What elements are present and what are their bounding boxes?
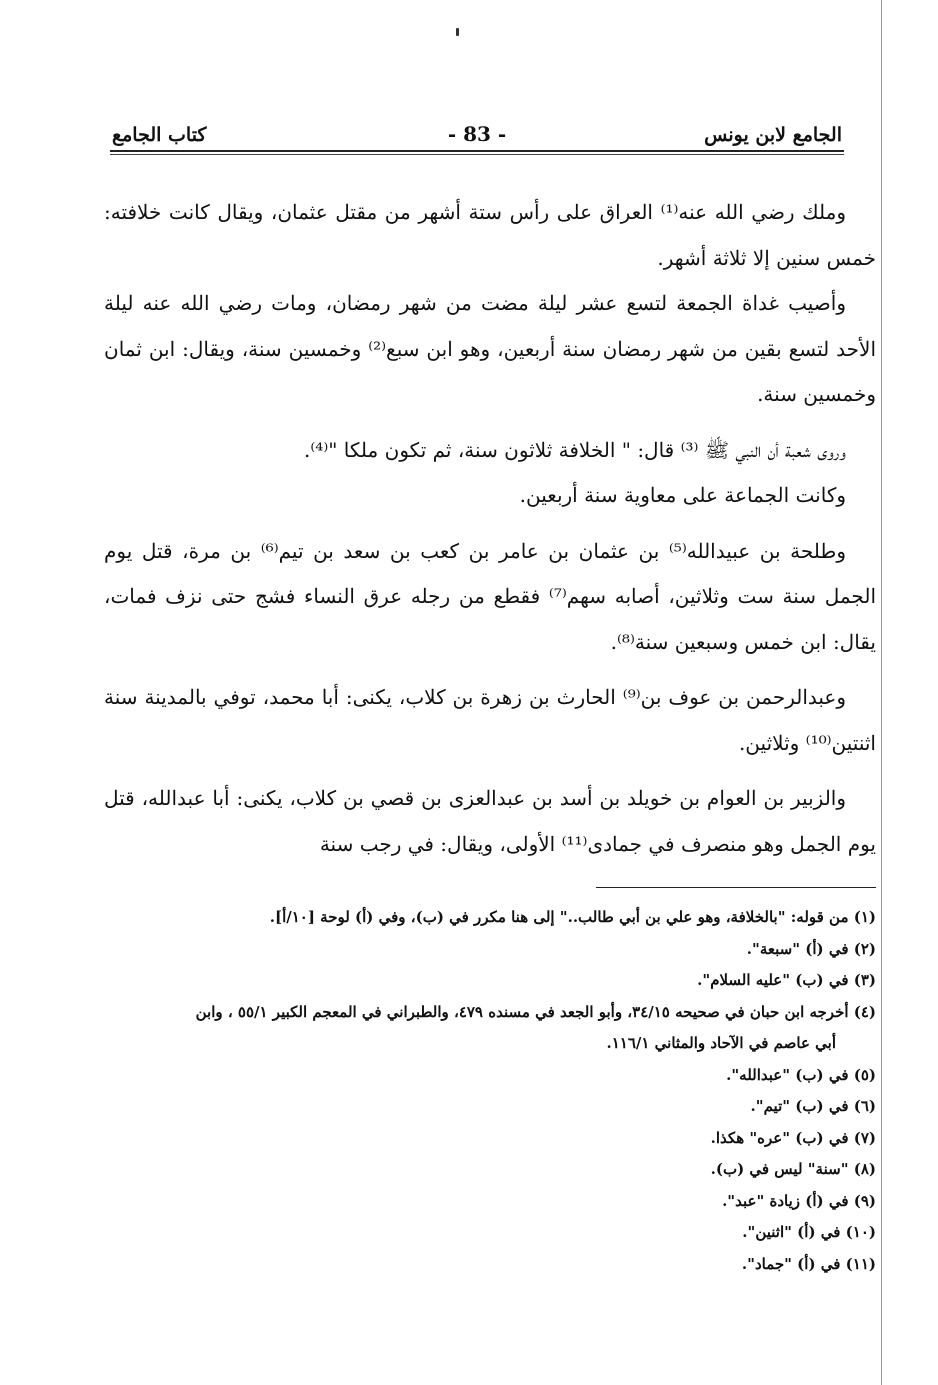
footnotes	[104, 902, 876, 1280]
footnote: (١١) في (أ) "جماد".	[741, 1254, 876, 1273]
header-book-title: الجامع لابن يونس	[704, 124, 842, 146]
paragraph: وطلحة بن عبيدالله⁽⁵⁾ بن عثمان بن عامر بن كعب بن سعد بن تيم⁽⁶⁾ بن مرة، قتل يوم الجمل سنة ست وثلاثين، أصابه سهم⁽⁷⁾ فقطع من رجله عرق النساء فشج حتى نزف فمات، يقال: ابن خمس وسبعين سنة⁽⁸⁾.	[104, 538, 876, 654]
paragraph: والزبير بن العوام بن خويلد بن أسد بن عبدالعزى بن قصي بن كلاب، يكنى: أبا عبدالله، قتل يوم الجمل وهو منصرف في جمادى⁽¹¹⁾ الأولى، ويقال: في رجب سنة	[104, 786, 876, 856]
header-rule-secondary	[110, 154, 844, 155]
page-number: - 83 -	[447, 122, 507, 146]
footnote: (٢) في (أ) "سبعة".	[746, 939, 876, 958]
paragraph: وملك رضي الله عنه⁽¹⁾ العراق على رأس ستة أشهر من مقتل عثمان، ويقال كانت خلافته: خمس سنين إلا ثلاثة أشهر.	[104, 200, 876, 270]
footnote: (٧) في (ب) "عره" هكذا.	[710, 1128, 876, 1147]
paragraph: وروى شعبة أن النبي ﷺ ⁽³⁾ قال: " الخلافة ثلاثون سنة، ثم تكون ملكا "⁽⁴⁾.	[304, 437, 846, 462]
footnote: (٨) "سنة" ليس في (ب).	[710, 1160, 876, 1178]
main-text	[104, 190, 876, 867]
scan-speck	[456, 28, 459, 36]
paragraph: وكانت الجماعة على معاوية سنة أربعين.	[519, 483, 846, 507]
running-header	[112, 120, 842, 152]
paragraph: وعبدالرحمن بن عوف بن⁽⁹⁾ الحارث بن زهرة بن كلاب، يكنى: أبا محمد، توفي بالمدينة سنة اثنتين⁽¹⁰⁾ وثلاثين.	[104, 685, 876, 755]
footnote: (١) من قوله: "بالخلافة، وهو علي بن أبي طالب.." إلى هنا مكرر في (ب)، وفي (أ) لوحة [١٠/أ].	[269, 908, 876, 926]
footnote: (٩) في (أ) زيادة "عبد".	[722, 1191, 876, 1210]
footnote-continuation: أبي عاصم في الآحاد والمثاني ١١٦/١.	[606, 1034, 836, 1052]
footnote: (٣) في (ب) "عليه السلام".	[697, 971, 876, 989]
page-edge	[881, 0, 882, 1385]
footnote: (٤) أخرجه ابن حبان في صحيحه ٣٤/١٥، وأبو الجعد في مسنده ٤٧٩، والطبراني في المعجم الكبير ٥٥/١ ، وابن	[195, 1002, 876, 1021]
footnote: (٥) في (ب) "عبدالله".	[726, 1065, 876, 1084]
footnote: (٦) في (ب) "تيم".	[750, 1097, 876, 1115]
footnote-separator	[596, 887, 876, 888]
header-section-title: كتاب الجامع	[112, 124, 207, 146]
header-rule	[110, 150, 844, 152]
paragraph: وأصيب غداة الجمعة لتسع عشر ليلة مضت من شهر رمضان، ومات رضي الله عنه ليلة الأحد لتسع بقين من شهر رمضان سنة أربعين، وهو ابن سبع⁽²⁾ وخمسين سنة، ويقال: ابن ثمان وخمسين سنة.	[104, 291, 876, 406]
footnote: (١٠) في (أ) "اثنين".	[742, 1223, 876, 1241]
